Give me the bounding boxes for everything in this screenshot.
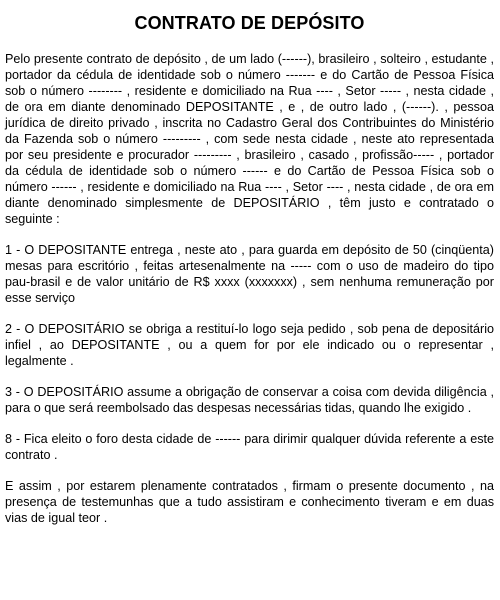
paragraph-clause-8: 8 - Fica eleito o foro desta cidade de ------ para dirimir qualquer dúvida referente a este contrato . xyxy=(5,432,494,462)
paragraph-clause-1: 1 - O DEPOSITANTE entrega , neste ato , para guarda em depósito de 50 (cinqüenta) mesas para escritório , feitas artesenalmente na ----- com o uso de madeiro do tipo pau-brasil e de valor unitário de R$ xxxx (xxxxxxx) , sem nenhuma remuneração por esse serviço xyxy=(5,243,494,305)
paragraph-clause-2: 2 - O DEPOSITÁRIO se obriga a restituí-lo logo seja pedido , sob pena de depositário infiel , ao DEPOSITANTE , ou a quem for por ele indicado ou o representar , legalmente . xyxy=(5,322,494,368)
document-title: CONTRATO DE DEPÓSITO xyxy=(134,13,365,33)
paragraph-closing: E assim , por estarem plenamente contratados , firmam o presente documento , na presença de testemunhas que a tudo assistiram e conhecimento tiveram e em duas vias de igual teor . xyxy=(5,479,494,525)
paragraph-parties: Pelo presente contrato de depósito , de um lado (------), brasileiro , solteiro , estudante , portador da cédula de identidade sob o número ------- e do Cartão de Pessoa Física sob o número -------- , residente e domiciliado na Rua ---- , Setor ----- , nesta cidade , de ora em diante denominado DEPOSITANTE , e , de outro lado , (------). , pessoa jurídica de direito privado , inscrita no Cadastro Geral dos Contribuintes do Ministério da Fazenda sob o número --------- , com sede nesta cidade , neste ato representada por seu presidente e procurador --------- , brasileiro , casado , profissão----- , portador da cédula de identidade sob o número ------ e do Cartão de Pessoa Física sob o número ------ , residente e domiciliado na Rua ---- , Setor ---- , nesta cidade , de ora em diante denominado simplesmente de DEPOSITÁRIO , têm justo e contratado o seguinte : xyxy=(5,52,494,226)
paragraph-clause-3: 3 - O DEPOSITÁRIO assume a obrigação de conservar a coisa com devida diligência , para o que será reembolsado das despesas necessárias tidas, quando lhe exigido . xyxy=(5,385,494,415)
